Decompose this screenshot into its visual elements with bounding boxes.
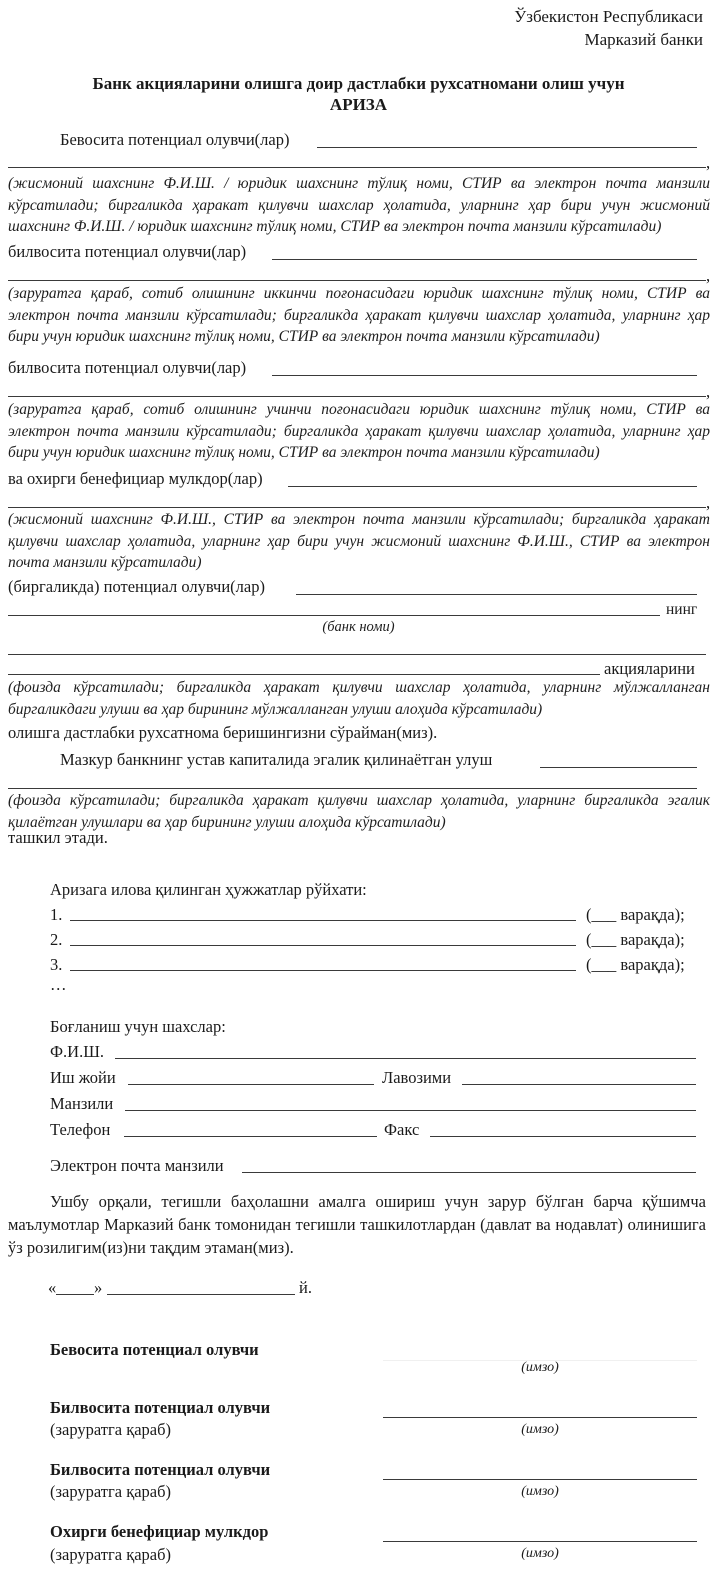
signature-title: Бевосита потенциал олувчи bbox=[50, 1340, 259, 1359]
comma: , bbox=[706, 266, 711, 285]
comma: , bbox=[706, 153, 711, 172]
beneficiary-field[interactable] bbox=[288, 486, 697, 487]
signature-subtitle: (заруратга қараб) bbox=[50, 1482, 171, 1501]
shares-note: (фоизда кўрсатилади; биргаликда ҳаракат қилувчи шахслар ҳолатида, уларнинг мўлжалланган биргаликдаги улуши ва ҳар бирининг мўлжалланган улуши алоҳида кўрсатилади) bbox=[8, 679, 710, 718]
request-sentence: олишга дастлабки рухсатнома беришингизни сўрайман(миз). bbox=[8, 723, 438, 742]
address-field[interactable] bbox=[125, 1110, 696, 1111]
attachment-3-sheets: (___ варақда); bbox=[586, 955, 685, 974]
share-note: (фоизда кўрсатилади; биргаликда ҳаракат қилувчи шахслар ҳолатида, уларнинг биргаликда эгалик қилаётган улушлари ва ҳар бирининг улуши алоҳида кўрсатилади) bbox=[8, 792, 710, 831]
full-name-field[interactable] bbox=[115, 1058, 696, 1059]
comma: , bbox=[706, 382, 711, 401]
attachment-number: 3. bbox=[50, 955, 63, 974]
direct-applicant-field[interactable] bbox=[317, 147, 697, 148]
signature-caption: (имзо) bbox=[521, 1484, 559, 1499]
suffix-ning: нинг bbox=[666, 601, 698, 618]
attachment-2-field[interactable] bbox=[70, 945, 576, 946]
shares-field-1[interactable] bbox=[8, 654, 706, 655]
indirect-applicant-3-note: (заруратга қараб, сотиб олишнинг учинчи поғонасидаги юридик шахснинг тўлиқ номи, СТИР ва электрон почта манзили кўрсатилади; биргаликда ҳаракат қилувчи шахслар ҳолатида, уларнинг ҳар бири учун юридик шахснинг тўлиқ номи, СТИР ва электрон почта манзили кўрсатилади) bbox=[8, 401, 710, 461]
bank-name-field[interactable] bbox=[8, 615, 660, 616]
bank-name-caption: (банк номи) bbox=[322, 619, 395, 635]
signature-caption: (имзо) bbox=[521, 1422, 559, 1437]
share-label: Мазкур банкнинг устав капиталида эгалик қилинаётган улуш bbox=[60, 750, 493, 769]
share-field-2[interactable] bbox=[8, 788, 697, 789]
indirect-applicant-3-field[interactable] bbox=[272, 375, 697, 376]
consent-paragraph: Ушбу орқали, тегишли баҳолашни амалга ошириш учун зарур бўлган барча қўшимча маълумотлар Марказий банк томонидан тегишли ташкилотлардан (давлат ва нодавлат) олинишига ўз розилигим(из)ни тақдим этаман(миз). bbox=[8, 1192, 706, 1257]
attachment-number: 1. bbox=[50, 905, 63, 924]
signature-field-4[interactable] bbox=[383, 1541, 697, 1542]
direct-applicant-label: Бевосита потенциал олувчи(лар) bbox=[60, 130, 290, 149]
date-year-suffix: й. bbox=[299, 1278, 312, 1297]
indirect-applicant-3-label: билвосита потенциал олувчи(лар) bbox=[8, 358, 247, 377]
signature-title: Билвосита потенциал олувчи bbox=[50, 1460, 271, 1479]
date-day-field[interactable] bbox=[56, 1294, 94, 1295]
indirect-applicant-2-label: билвосита потенциал олувчи(лар) bbox=[8, 242, 247, 261]
signature-field-3[interactable] bbox=[383, 1479, 697, 1480]
workplace-field[interactable] bbox=[128, 1084, 374, 1085]
suffix-shares: акцияларини bbox=[604, 659, 695, 678]
share-closing: ташкил этади. bbox=[8, 828, 108, 847]
beneficiary-label: ва охирги бенефициар мулкдор(лар) bbox=[8, 469, 263, 488]
attachment-1-sheets: (___ варақда); bbox=[586, 905, 685, 924]
signature-title: Билвосита потенциал олувчи bbox=[50, 1398, 271, 1417]
document-title-ariza: АРИЗА bbox=[329, 95, 388, 114]
signature-field-2[interactable] bbox=[383, 1417, 697, 1418]
shares-field-2[interactable] bbox=[8, 674, 600, 675]
phone-field[interactable] bbox=[124, 1136, 377, 1137]
date-close-quote: » bbox=[94, 1278, 103, 1297]
signature-subtitle: (заруратга қараб) bbox=[50, 1420, 171, 1439]
direct-applicant-field-2[interactable] bbox=[8, 167, 706, 168]
position-label: Лавозими bbox=[382, 1068, 452, 1087]
signature-title: Охирги бенефициар мулкдор bbox=[50, 1522, 269, 1541]
joint-applicant-field[interactable] bbox=[296, 594, 697, 595]
joint-applicant-label: (биргаликда) потенциал олувчи(лар) bbox=[8, 577, 265, 596]
phone-label: Телефон bbox=[50, 1120, 111, 1139]
address-label: Манзили bbox=[50, 1094, 114, 1113]
share-field[interactable] bbox=[540, 767, 697, 768]
full-name-label: Ф.И.Ш. bbox=[50, 1042, 104, 1061]
attachments-heading: Аризага илова қилинган ҳужжатлар рўйхати: bbox=[50, 880, 367, 899]
attachments-ellipsis: … bbox=[50, 975, 67, 994]
indirect-applicant-2-field-2[interactable] bbox=[8, 280, 706, 281]
email-field[interactable] bbox=[242, 1172, 696, 1173]
beneficiary-note: (жисмоний шахснинг Ф.И.Ш., СТИР ва электрон почта манзили кўрсатилади; биргаликда ҳаракат қилувчи шахслар ҳолатида, уларнинг ҳар бири учун жисмоний шахснинг Ф.И.Ш., СТИР ва электрон почта манзили кўрсатилади) bbox=[8, 511, 710, 571]
attachment-1-field[interactable] bbox=[70, 920, 576, 921]
comma: , bbox=[706, 493, 711, 512]
signature-subtitle: (заруратга қараб) bbox=[50, 1545, 171, 1564]
addressee-line-2: Марказий банки bbox=[584, 30, 703, 49]
document-title: Банк акцияларини олишга доир дастлабки рухсатномани олиш учун bbox=[92, 74, 625, 93]
workplace-label: Иш жойи bbox=[50, 1068, 116, 1087]
email-label: Электрон почта манзили bbox=[50, 1156, 224, 1175]
date-month-field[interactable] bbox=[107, 1294, 295, 1295]
indirect-applicant-2-field[interactable] bbox=[272, 259, 697, 260]
signature-caption: (имзо) bbox=[521, 1546, 559, 1561]
addressee-line-1: Ўзбекистон Республикаси bbox=[514, 7, 703, 26]
indirect-applicant-3-field-2[interactable] bbox=[8, 396, 706, 397]
date-open-quote: « bbox=[48, 1278, 57, 1297]
attachment-number: 2. bbox=[50, 930, 63, 949]
fax-label: Факс bbox=[384, 1120, 420, 1139]
contacts-heading: Боғланиш учун шахслар: bbox=[50, 1017, 226, 1036]
fax-field[interactable] bbox=[430, 1136, 696, 1137]
beneficiary-field-2[interactable] bbox=[8, 507, 706, 508]
position-field[interactable] bbox=[462, 1084, 696, 1085]
attachment-3-field[interactable] bbox=[70, 970, 576, 971]
attachment-2-sheets: (___ варақда); bbox=[586, 930, 685, 949]
signature-caption: (имзо) bbox=[521, 1360, 559, 1375]
direct-applicant-note: (жисмоний шахснинг Ф.И.Ш. / юридик шахснинг тўлиқ номи, СТИР ва электрон почта манзили кўрсатилади; биргаликда ҳаракат қилувчи шахслар ҳолатида, уларнинг ҳар бири учун жисмоний шахснинг Ф.И.Ш. / юридик шахснинг тўлиқ номи, СТИР ва электрон почта манзили кўрсатилади) bbox=[8, 175, 710, 235]
indirect-applicant-2-note: (заруратга қараб, сотиб олишнинг иккинчи поғонасидаги юридик шахснинг тўлиқ номи, СТИР ва электрон почта манзили кўрсатилади; биргаликда ҳаракат қилувчи шахслар ҳолатида, уларнинг ҳар бири учун юридик шахснинг тўлиқ номи, СТИР ва электрон почта манзили кўрсатилади) bbox=[8, 285, 710, 345]
